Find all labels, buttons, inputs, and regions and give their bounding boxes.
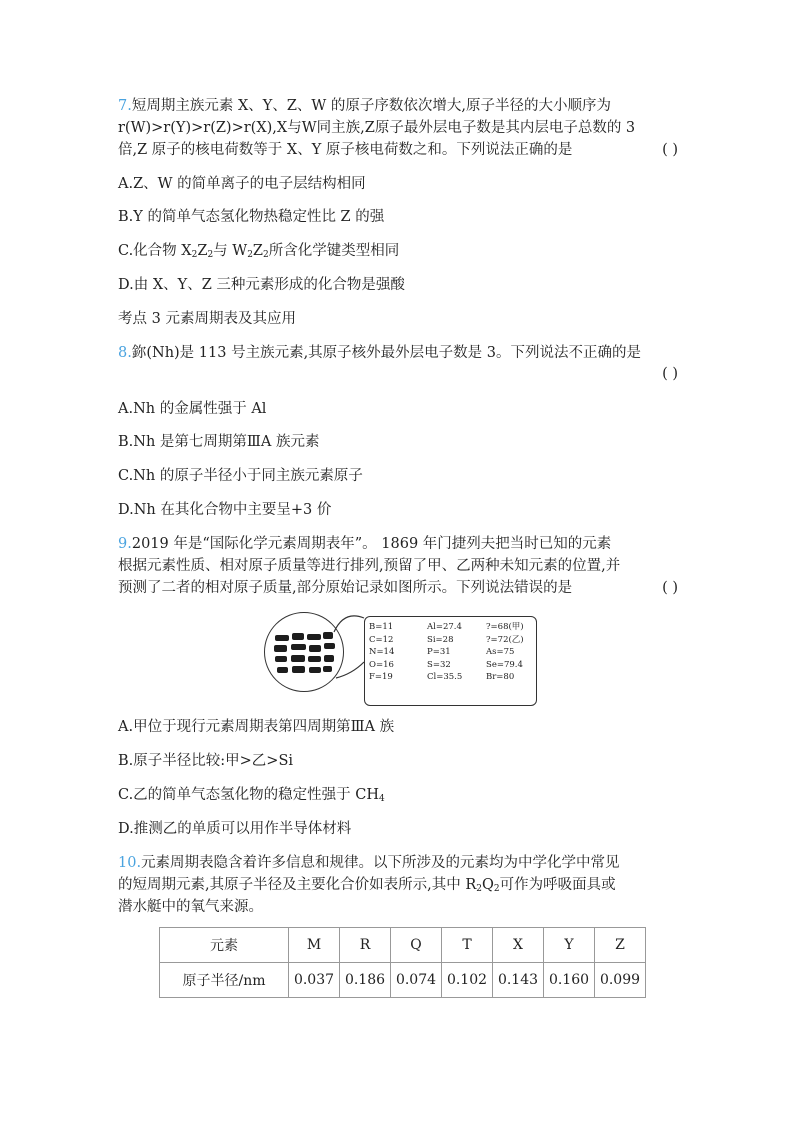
record-cell: P=31 [427,647,451,657]
table-cell: X [493,928,544,963]
q7-option-b: B.Y 的简单气态氢化物热稳定性比 Z 的强 [118,209,385,225]
record-cell: As=75 [486,647,515,657]
record-cell: S=32 [427,659,451,670]
section-heading: 考点 3 元素周期表及其应用 [118,311,296,327]
table-cell: 原子半径/nm [160,963,289,998]
q10-line-1: 10.元素周期表隐含着许多信息和规律。以下所涉及的元素均为中学化学中常见 [118,855,620,871]
q8-option-a: A.Nh 的金属性强于 Al [118,401,267,417]
table-cell: T [442,928,493,963]
q10-line-3: 潜水艇中的氧气来源。 [118,899,263,915]
q8-line-1: 8.鉨(Nh)是 113 号主族元素,其原子核外最外层电子数是 3。下列说法不正确的是 [118,345,642,361]
record-cell: Cl=35.5 [427,672,463,682]
record-cell: O=16 [369,659,394,670]
q8-answer-paren: ( ) [662,366,678,382]
table-cell: Q [391,928,442,963]
table-header-row [160,928,646,963]
q9-line-1: 9.2019 年是“国际化学元素周期表年”。 1869 年门捷列夫把当时已知的元素 [118,536,612,552]
q9-option-b: B.原子半径比较:甲>乙>Si [118,753,294,769]
table-cell: 0.074 [391,963,442,998]
q10-line-2: 的短周期元素,其原子半径及主要化合价如表所示,其中 $R_2Q_2$可作为呼吸面具或 [118,877,616,894]
table-cell: 0.160 [544,963,595,998]
record-cell: ?=68(甲) [486,622,524,632]
record-cell: ?=72(乙) [486,634,524,645]
mendeleev-record-figure [264,604,536,704]
record-cell: Si=28 [427,634,454,645]
record-cell: Br=80 [486,672,515,682]
q9-option-c: C.乙的简单气态氢化物的稳定性强于 $CH_4$ [118,787,385,804]
q8-option-d: D.Nh 在其化合物中主要呈+3 价 [118,502,332,518]
q7-text-1: 短周期主族元素 X、Y、Z、W 的原子序数依次增大,原子半径的大小顺序为 [131,98,612,114]
table-cell: 0.186 [340,963,391,998]
table-cell: Z [595,928,646,963]
table-cell: M [289,928,340,963]
table-cell: 元素 [160,928,289,963]
q7-option-a: A.Z、W 的简单离子的电子层结构相同 [118,176,366,192]
record-cell: C=12 [369,634,394,645]
q8-option-b: B.Nh 是第七周期第ⅢA 族元素 [118,434,320,450]
q9-option-a: A.甲位于现行元素周期表第四周期第ⅢA 族 [118,719,395,735]
q7-answer-paren: ( ) [662,142,678,158]
q7-option-d: D.由 X、Y、Z 三种元素形成的化合物是强酸 [118,277,405,293]
q7-number: 7. [118,98,132,114]
q7-text-3: 倍,Z 原子的核电荷数等于 X、Y 原子核电荷数之和。下列说法正确的是 [118,142,573,158]
table-cell: 0.102 [442,963,493,998]
record-cell: Se=79.4 [486,659,523,670]
record-cell: Al=27.4 [427,622,462,632]
q8-number: 8. [118,345,132,361]
table-cell: Y [544,928,595,963]
q9-line-2: 根据元素性质、相对原子质量等进行排列,预留了甲、乙两种未知元素的位置,并 [118,558,621,574]
record-cell: B=11 [369,622,394,632]
periodic-record-box [364,616,537,706]
q9-line-3: 预测了二者的相对原子质量,部分原始记录如图所示。下列说法错误的是 ( ) [118,580,678,596]
table-cell: 0.143 [493,963,544,998]
q10-number: 10. [118,855,142,871]
record-cell: F=19 [369,672,393,682]
q7-line-1 [118,96,678,116]
q9-answer-paren: ( ) [662,580,678,596]
record-cell: N=14 [369,647,395,657]
table-cell: R [340,928,391,963]
q7-option-c: C.化合物 $X_2Z_2$与 $W_2Z_2$所含化学键类型相同 [118,243,400,260]
table-row [160,963,646,998]
atomic-radius-table [159,927,646,998]
q7-line-3 [118,140,678,160]
table-cell: 0.099 [595,963,646,998]
table-cell: 0.037 [289,963,340,998]
q9-number: 9. [118,536,132,552]
q9-option-d: D.推测乙的单质可以用作半导体材料 [118,821,352,837]
q8-option-c: C.Nh 的原子半径小于同主族元素原子 [118,468,363,484]
q7-line-2: r(W)>r(Y)>r(Z)>r(X),X与W同主族,Z原子最外层电子数是其内层电子总数的 3 [118,120,636,136]
